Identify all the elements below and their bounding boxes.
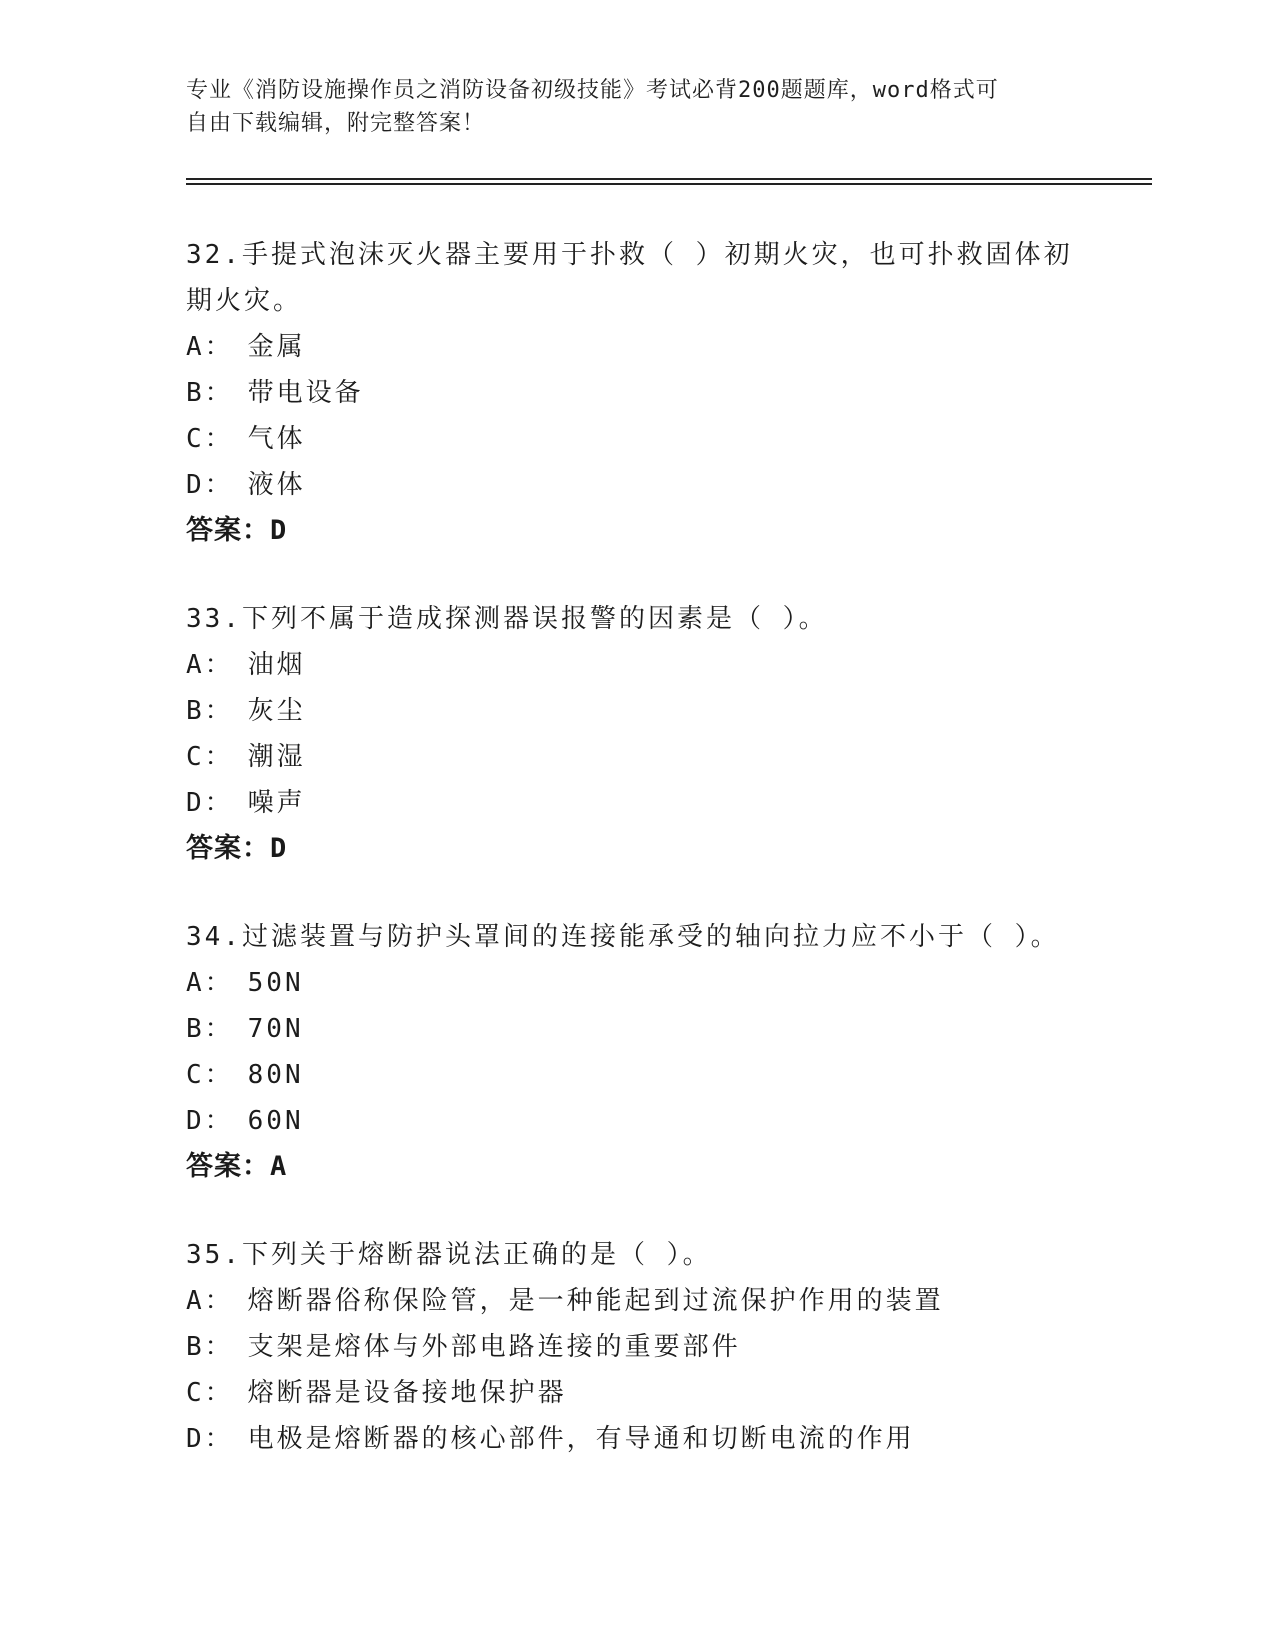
- option-text: 液体: [247, 470, 306, 500]
- answer-line: [186, 1144, 1086, 1190]
- answer-value: A: [270, 1151, 288, 1182]
- answer-line: [186, 508, 1086, 554]
- option-d: [186, 780, 1086, 826]
- question-text-line: 期火灾。: [186, 286, 303, 316]
- option-text: 带电设备: [247, 378, 364, 408]
- option-text: 油烟: [247, 650, 306, 680]
- option-text: 50N: [247, 968, 304, 998]
- option-letter: A：: [186, 332, 234, 362]
- answer-value: D: [270, 833, 288, 864]
- question-text: [186, 232, 1086, 324]
- option-letter: A：: [186, 650, 234, 680]
- header-line-1: 专业《消防设施操作员之消防设备初级技能》考试必背200题题库，word格式可: [186, 78, 999, 103]
- header-line-2: 自由下载编辑，附完整答案！: [186, 111, 486, 136]
- option-c: [186, 734, 1086, 780]
- option-letter: B：: [186, 1014, 234, 1044]
- option-text: 潮湿: [247, 742, 306, 772]
- question-text-line: 33.下列不属于造成探测器误报警的因素是（ ）。: [186, 604, 828, 634]
- option-b: [186, 1324, 1086, 1370]
- option-text: 支架是熔体与外部电路连接的重要部件: [247, 1332, 741, 1362]
- option-d: [186, 1098, 1086, 1144]
- question-text-line: 32.手提式泡沫灭火器主要用于扑救（ ）初期火灾，也可扑救固体初: [186, 240, 1073, 270]
- question-35: [186, 1232, 1086, 1462]
- answer-line: [186, 826, 1086, 872]
- option-text: 金属: [247, 332, 306, 362]
- header-divider-top: [186, 178, 1152, 180]
- question-34: [186, 914, 1086, 1190]
- option-letter: A：: [186, 1286, 234, 1316]
- option-text: 气体: [247, 424, 306, 454]
- option-letter: D：: [186, 788, 234, 818]
- option-text: 熔断器是设备接地保护器: [247, 1378, 567, 1408]
- option-letter: B：: [186, 378, 234, 408]
- option-b: [186, 688, 1086, 734]
- option-letter: D：: [186, 1424, 234, 1454]
- option-letter: A：: [186, 968, 234, 998]
- option-letter: B：: [186, 696, 234, 726]
- option-a: [186, 1278, 1086, 1324]
- option-text: 电极是熔断器的核心部件，有导通和切断电流的作用: [247, 1424, 915, 1454]
- option-a: [186, 960, 1086, 1006]
- option-d: [186, 1416, 1086, 1462]
- option-letter: D：: [186, 1106, 234, 1136]
- option-a: [186, 642, 1086, 688]
- option-text: 熔断器俗称保险管，是一种能起到过流保护作用的装置: [247, 1286, 944, 1316]
- option-a: [186, 324, 1086, 370]
- option-d: [186, 462, 1086, 508]
- option-b: [186, 370, 1086, 416]
- option-c: [186, 1052, 1086, 1098]
- option-letter: D：: [186, 470, 234, 500]
- option-text: 60N: [247, 1106, 304, 1136]
- question-text-line: 34.过滤装置与防护头罩间的连接能承受的轴向拉力应不小于（ ）。: [186, 922, 1060, 952]
- question-text: [186, 914, 1086, 960]
- option-text: 噪声: [247, 788, 306, 818]
- option-letter: C：: [186, 1060, 234, 1090]
- document-header: [186, 74, 1066, 140]
- option-text: 灰尘: [247, 696, 306, 726]
- option-letter: C：: [186, 742, 234, 772]
- option-text: 80N: [247, 1060, 304, 1090]
- option-c: [186, 1370, 1086, 1416]
- option-letter: C：: [186, 1378, 234, 1408]
- answer-label: 答案：: [186, 515, 270, 546]
- option-text: 70N: [247, 1014, 304, 1044]
- answer-label: 答案：: [186, 1151, 270, 1182]
- option-b: [186, 1006, 1086, 1052]
- question-32: [186, 232, 1086, 554]
- option-letter: C：: [186, 424, 234, 454]
- answer-label: 答案：: [186, 833, 270, 864]
- answer-value: D: [270, 515, 288, 546]
- question-text-line: 35.下列关于熔断器说法正确的是（ ）。: [186, 1240, 712, 1270]
- option-c: [186, 416, 1086, 462]
- question-text: [186, 1232, 1086, 1278]
- header-divider-bottom: [186, 183, 1152, 185]
- option-letter: B：: [186, 1332, 234, 1362]
- question-33: [186, 596, 1086, 872]
- question-text: [186, 596, 1086, 642]
